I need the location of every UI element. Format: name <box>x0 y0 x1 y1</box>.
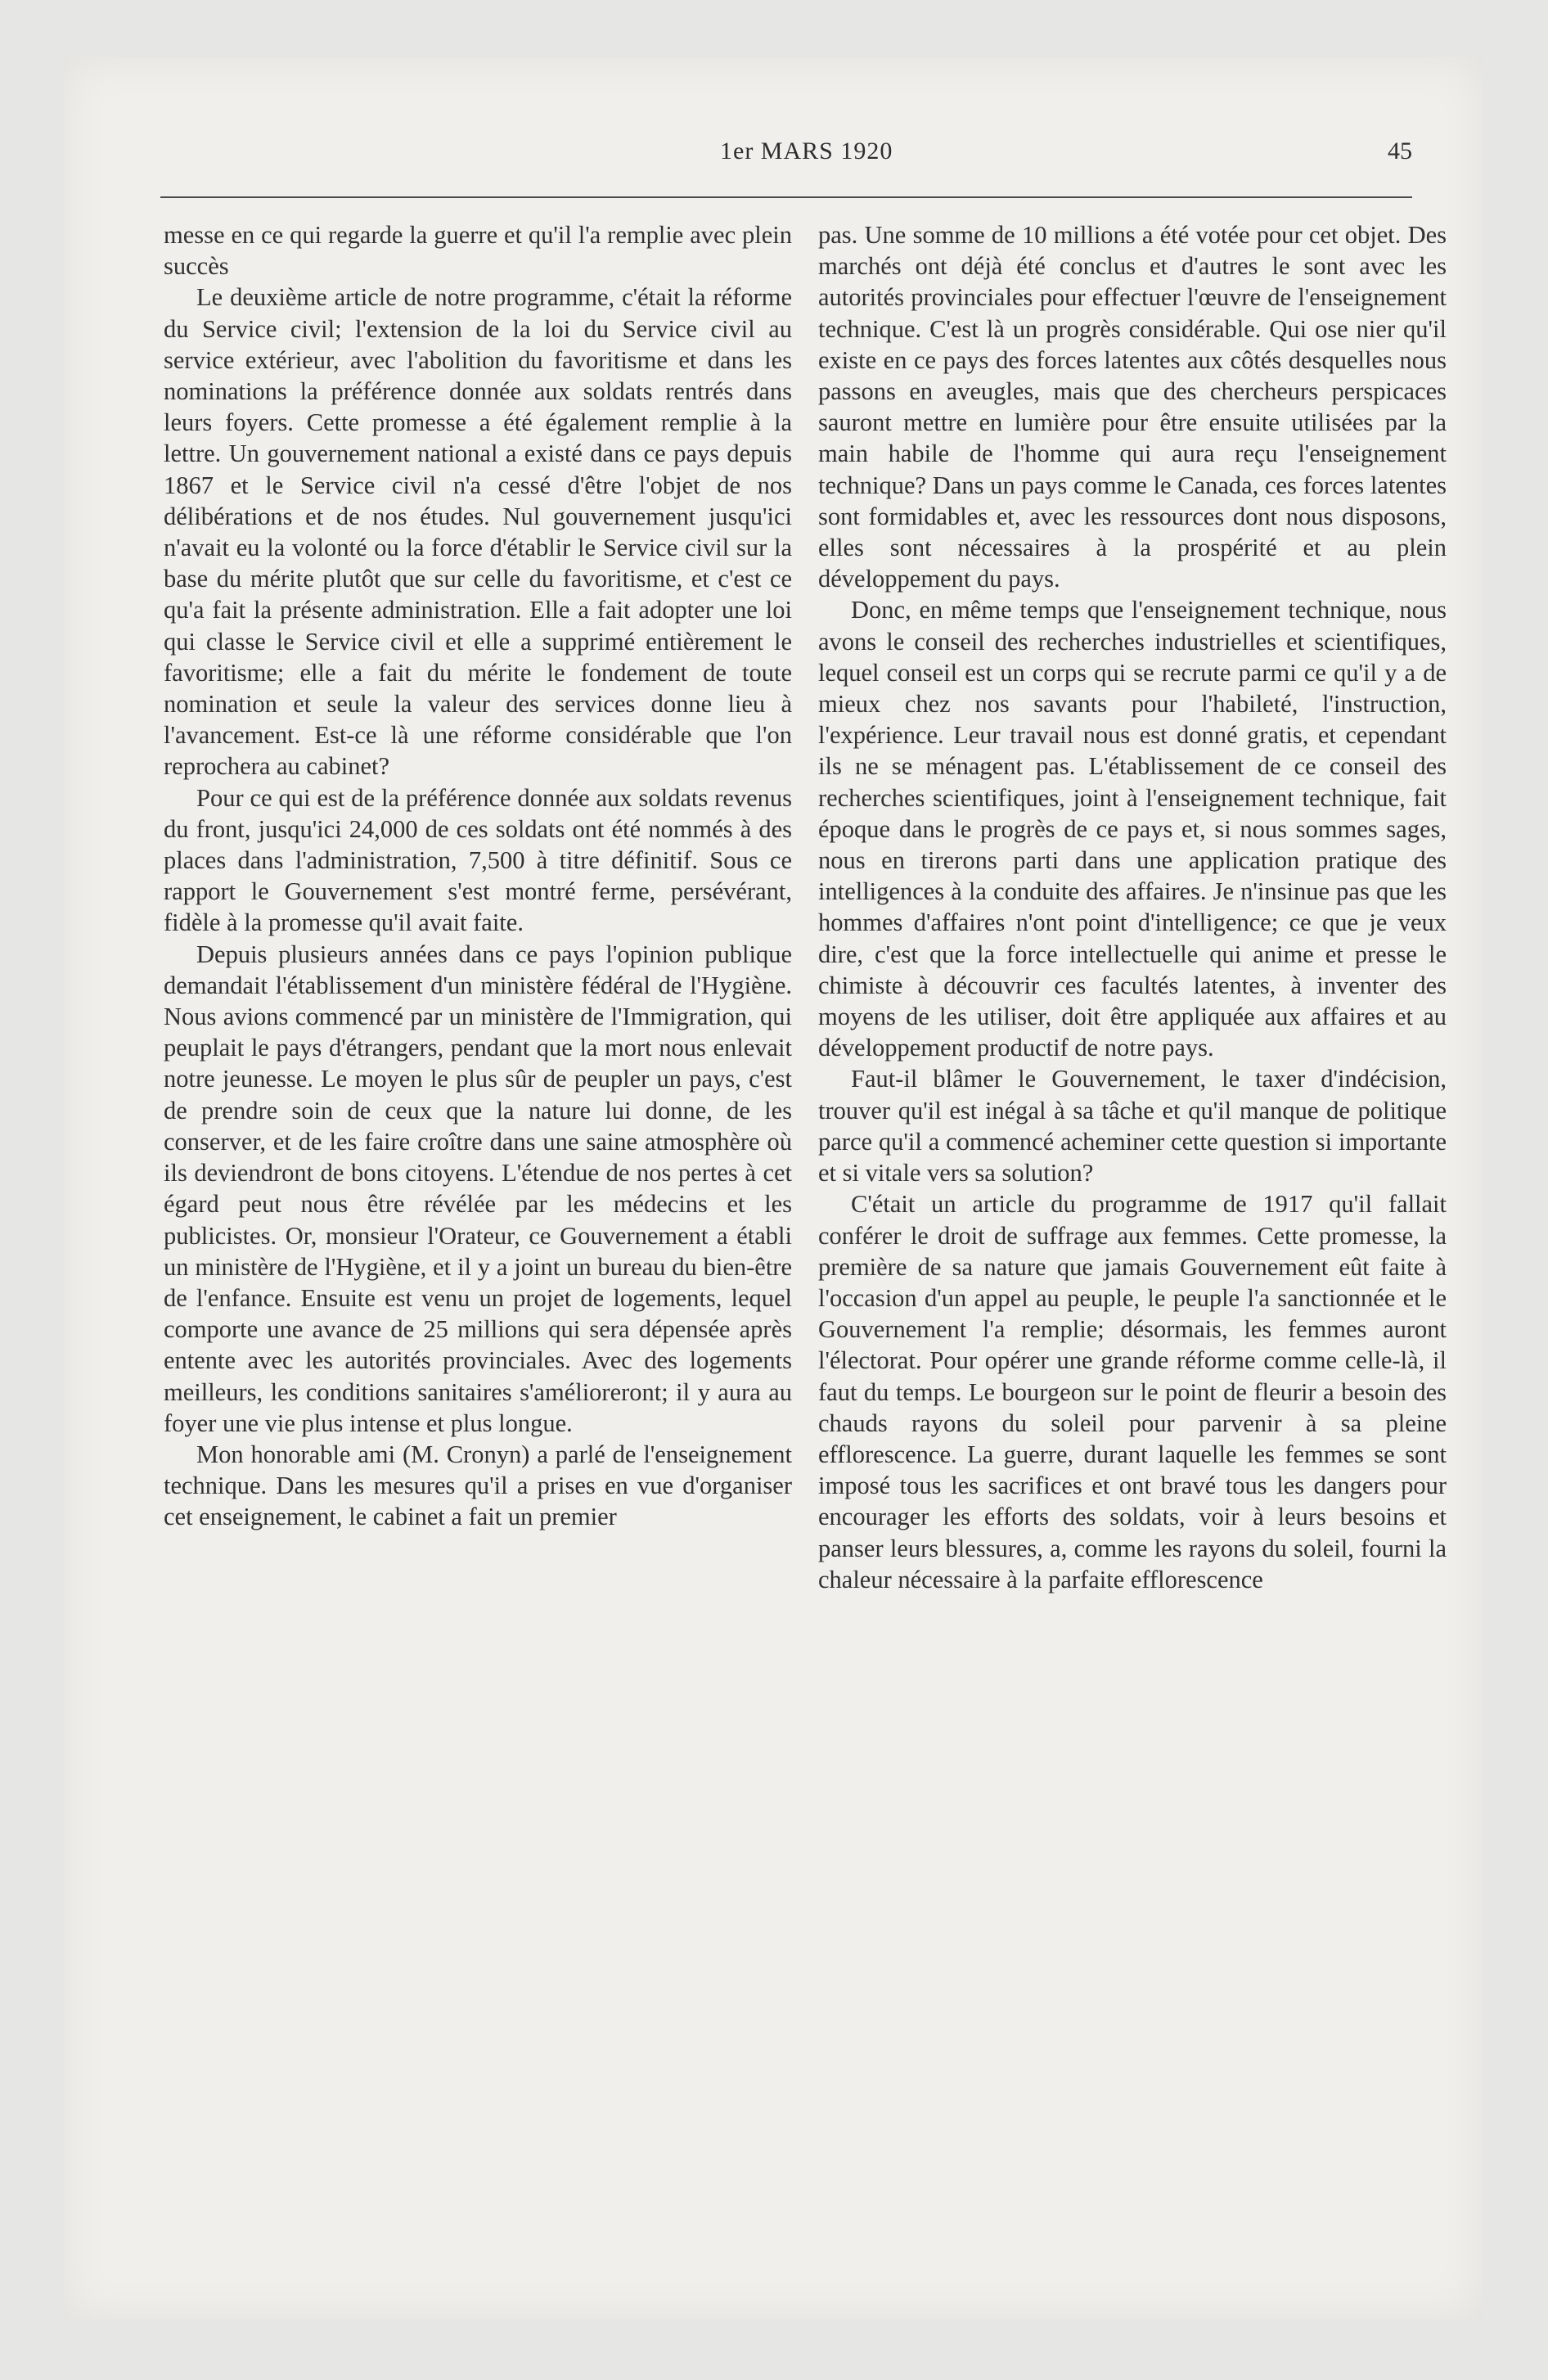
running-header <box>64 137 1483 170</box>
paragraph-soldats: Pour ce qui est de la préférence donnée aux soldats revenus du front, jusqu'ici 24,000 de ces soldats ont été nommés à des places dans l'administration, 7,500 à titre définitif. Sous ce rapport le Gouvernement s'est montré ferme, persévérant, fidèle à la promesse qu'il avait faite. <box>164 783 792 937</box>
paragraph-suffrage: C'était un article du programme de 1917 qu'il fallait conférer le droit de suffrage aux femmes. Cette promesse, la première de sa nature que jamais Gouvernement eût faite à l'occasion d'un appel au peuple, le peuple l'a sanctionnée et le Gouvernement l'a remplie; désormais, les femmes auront l'électorat. Pour opérer une grande réforme comme celle-là, il faut du temps. Le bourgeon sur le point de fleurir a besoin des chauds rayons du soleil pour parvenir à sa pleine efflorescence. La guerre, durant laquelle les femmes se sont imposé tous les sacrifices et ont bravé tous les dangers pour encourager les efforts des soldats, voir à leurs besoins et panser leurs blessures, a, comme les rayons du soleil, fourni la chaleur nécessaire à la parfaite efflorescence <box>818 1190 1447 1593</box>
paragraph-enseignement: Mon honorable ami (M. Cronyn) a parlé de l'enseignement technique. Dans les mesures qu'il a prises en vue d'organiser cet enseignement, le cabinet a fait un premier <box>164 1440 792 1531</box>
document-page <box>64 57 1483 2319</box>
paragraph-service-civil: Le deuxième article de notre programme, c'était la réforme du Service civil; l'extension de la loi du Service civil au service extérieur, avec l'abolition du favoritisme et dans les nominations la préférence donnée aux soldats rentrés dans leurs foyers. Cette promesse a été également remplie à la lettre. Un gouvernement national a existé dans ce pays depuis 1867 et le Service civil n'a cessé d'être l'objet de nos délibérations et de nos études. Nul gouvernement jusqu'ici n'avait eu la volonté ou la force d'établir le Service civil sur la base du mérite plutôt que sur celle du favoritisme, et c'est ce qu'a fait la présente administration. Elle a fait adopter une loi qui classe le Service civil et elle a supprimé entièrement le favoritisme; elle a fait du mérite le fondement de toute nomination et seule la valeur des services donne lieu à l'avancement. Est-ce là une réforme considérable que l'on reprochera au cabinet? <box>164 283 792 781</box>
paragraph-gouvernement: Faut-il blâmer le Gouvernement, le taxer d'indécision, trouver qu'il est inégal à sa tâche et qu'il manque de politique parce qu'il a commencé acheminer cette question si importante et si vitale vers sa solution? <box>818 1065 1447 1188</box>
header-rule <box>160 196 1412 198</box>
header-date: 1er MARS 1920 <box>720 137 893 165</box>
paragraph-continuation: messe en ce qui regarde la guerre et qu'il l'a remplie avec plein succès <box>164 221 792 281</box>
paragraph-forces-latentes: pas. Une somme de 10 millions a été votée pour cet objet. Des marchés ont déjà été conclus et d'autres le sont avec les autorités provinciales pour effectuer l'œuvre de l'enseignement technique. C'est là un progrès considérable. Qui ose nier qu'il existe en ce pays des forces latentes aux côtés desquelles nous passons en aveugles, mais que des chercheurs perspicaces sauront mettre en lumière pour être ensuite utilisées par la main habile de l'homme qui aura reçu l'enseignement technique? Dans un pays comme le Canada, ces forces latentes sont formidables et, avec les ressources dont nous disposons, elles sont nécessaires à la prospérité et au plein développement du pays. <box>818 221 1447 593</box>
page-number: 45 <box>1388 137 1412 165</box>
right-column <box>818 219 1447 1595</box>
paragraph-hygiene: Depuis plusieurs années dans ce pays l'opinion publique demandait l'établissement d'un ministère fédéral de l'Hygiène. Nous avions commencé par un ministère de l'Immigration, qui peuplait le pays d'étrangers, pendant que la mort nous enlevait notre jeunesse. Le moyen le plus sûr de peupler un pays, c'est de prendre soin de ceux que la nature lui donne, de les conserver, et de les faire croître dans une saine atmosphère où ils deviendront de bons citoyens. L'étendue de nos pertes à cet égard peut nous être révélée par les médecins et les publicistes. Or, monsieur l'Orateur, ce Gouvernement a établi un ministère de l'Hygiène, et il y a joint un bureau du bien-être de l'enfance. Ensuite est venu un projet de logements, lequel comporte une avance de 25 millions qui sera dépensée après entente avec les autorités provinciales. Avec des logements meilleurs, les conditions sanitaires s'amélioreront; il y aura au foyer une vie plus intense et plus longue. <box>164 940 792 1437</box>
paragraph-conseil-recherches: Donc, en même temps que l'enseignement technique, nous avons le conseil des recherches industrielles et scientifiques, lequel conseil est un corps qui se recrute parmi ce qu'il y a de mieux chez nos savants pour l'habileté, l'instruction, l'expérience. Leur travail nous est donné gratis, et cependant ils ne se ménagent pas. L'établissement de ce conseil des recherches scientifiques, joint à l'enseignement technique, fait époque dans le progrès de ce pays et, si nous sommes sages, nous en tirerons parti dans une application pratique des intelligences à la conduite des affaires. Je n'insinue pas que les hommes d'affaires n'ont point d'intelligence; ce que je veux dire, c'est que la force intellectuelle qui anime et presse le chimiste à découvrir ces facultés latentes, à inventer des moyens de les utiliser, doit être appliquée aux affaires et au développement productif de notre pays. <box>818 596 1447 1062</box>
left-column <box>164 219 792 1533</box>
